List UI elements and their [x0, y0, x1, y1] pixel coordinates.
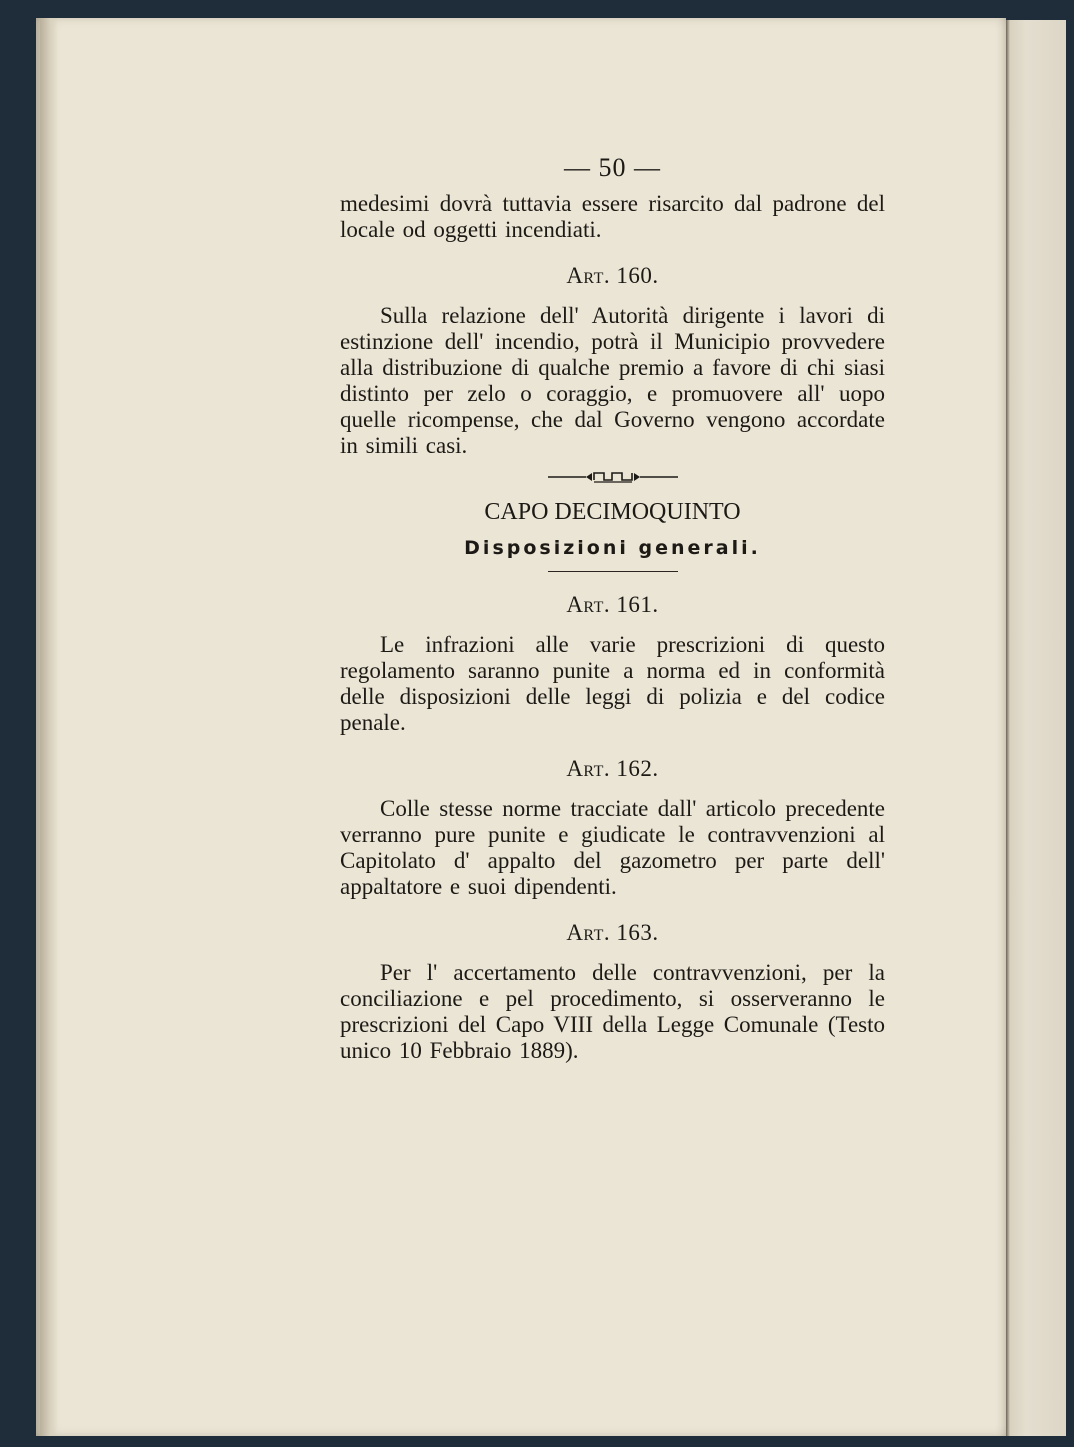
chapter-rule	[548, 571, 678, 572]
facing-page-edge	[1006, 20, 1066, 1436]
continuation-paragraph: medesimi dovrà tuttavia essere risarcito dal padrone del locale od oggetti incendiati.	[340, 191, 885, 242]
article-160-heading: Art. 160.	[566, 263, 659, 288]
article-161-text: Le infrazioni alle varie prescrizioni di questo regolamento saranno punite a norma ed in conformità delle disposizioni delle leggi di polizia e del codice penale.	[340, 632, 885, 735]
article-161-heading: Art. 161.	[566, 592, 659, 617]
article-162-text: Colle stesse norme tracciate dall' articolo precedente verranno pure punite e giudicate le contravvenzioni al Capitolato d' appalto del gazometro per parte dell' appaltatore e suoi dipendenti.	[340, 796, 885, 899]
decorative-divider-icon	[548, 469, 678, 485]
page-number: — 50 —	[564, 153, 661, 182]
article-162-heading: Art. 162.	[566, 756, 659, 781]
article-160-text: Sulla relazione dell' Autorità dirigente i lavori di estinzione dell' incendio, potrà il Municipio provvedere alla distribuzione di qualche premio a favore di chi siasi distinto per zelo o coraggio, e promuovere all' uopo quelle ricompense, che dal Governo vengono accordate in simili casi.	[340, 303, 885, 458]
chapter-title: CAPO DECIMOQUINTO	[484, 499, 741, 525]
article-163-text: Per l' accertamento delle contravvenzioni, per la conciliazione e pel procedimento, si osserveranno le prescrizioni del Capo VIII della Legge Comunale (Testo unico 10 Febbraio 1889).	[340, 960, 885, 1063]
article-163-heading: Art. 163.	[566, 920, 659, 945]
page-content	[340, 155, 885, 1064]
chapter-subtitle: Disposizioni generali.	[464, 537, 761, 559]
